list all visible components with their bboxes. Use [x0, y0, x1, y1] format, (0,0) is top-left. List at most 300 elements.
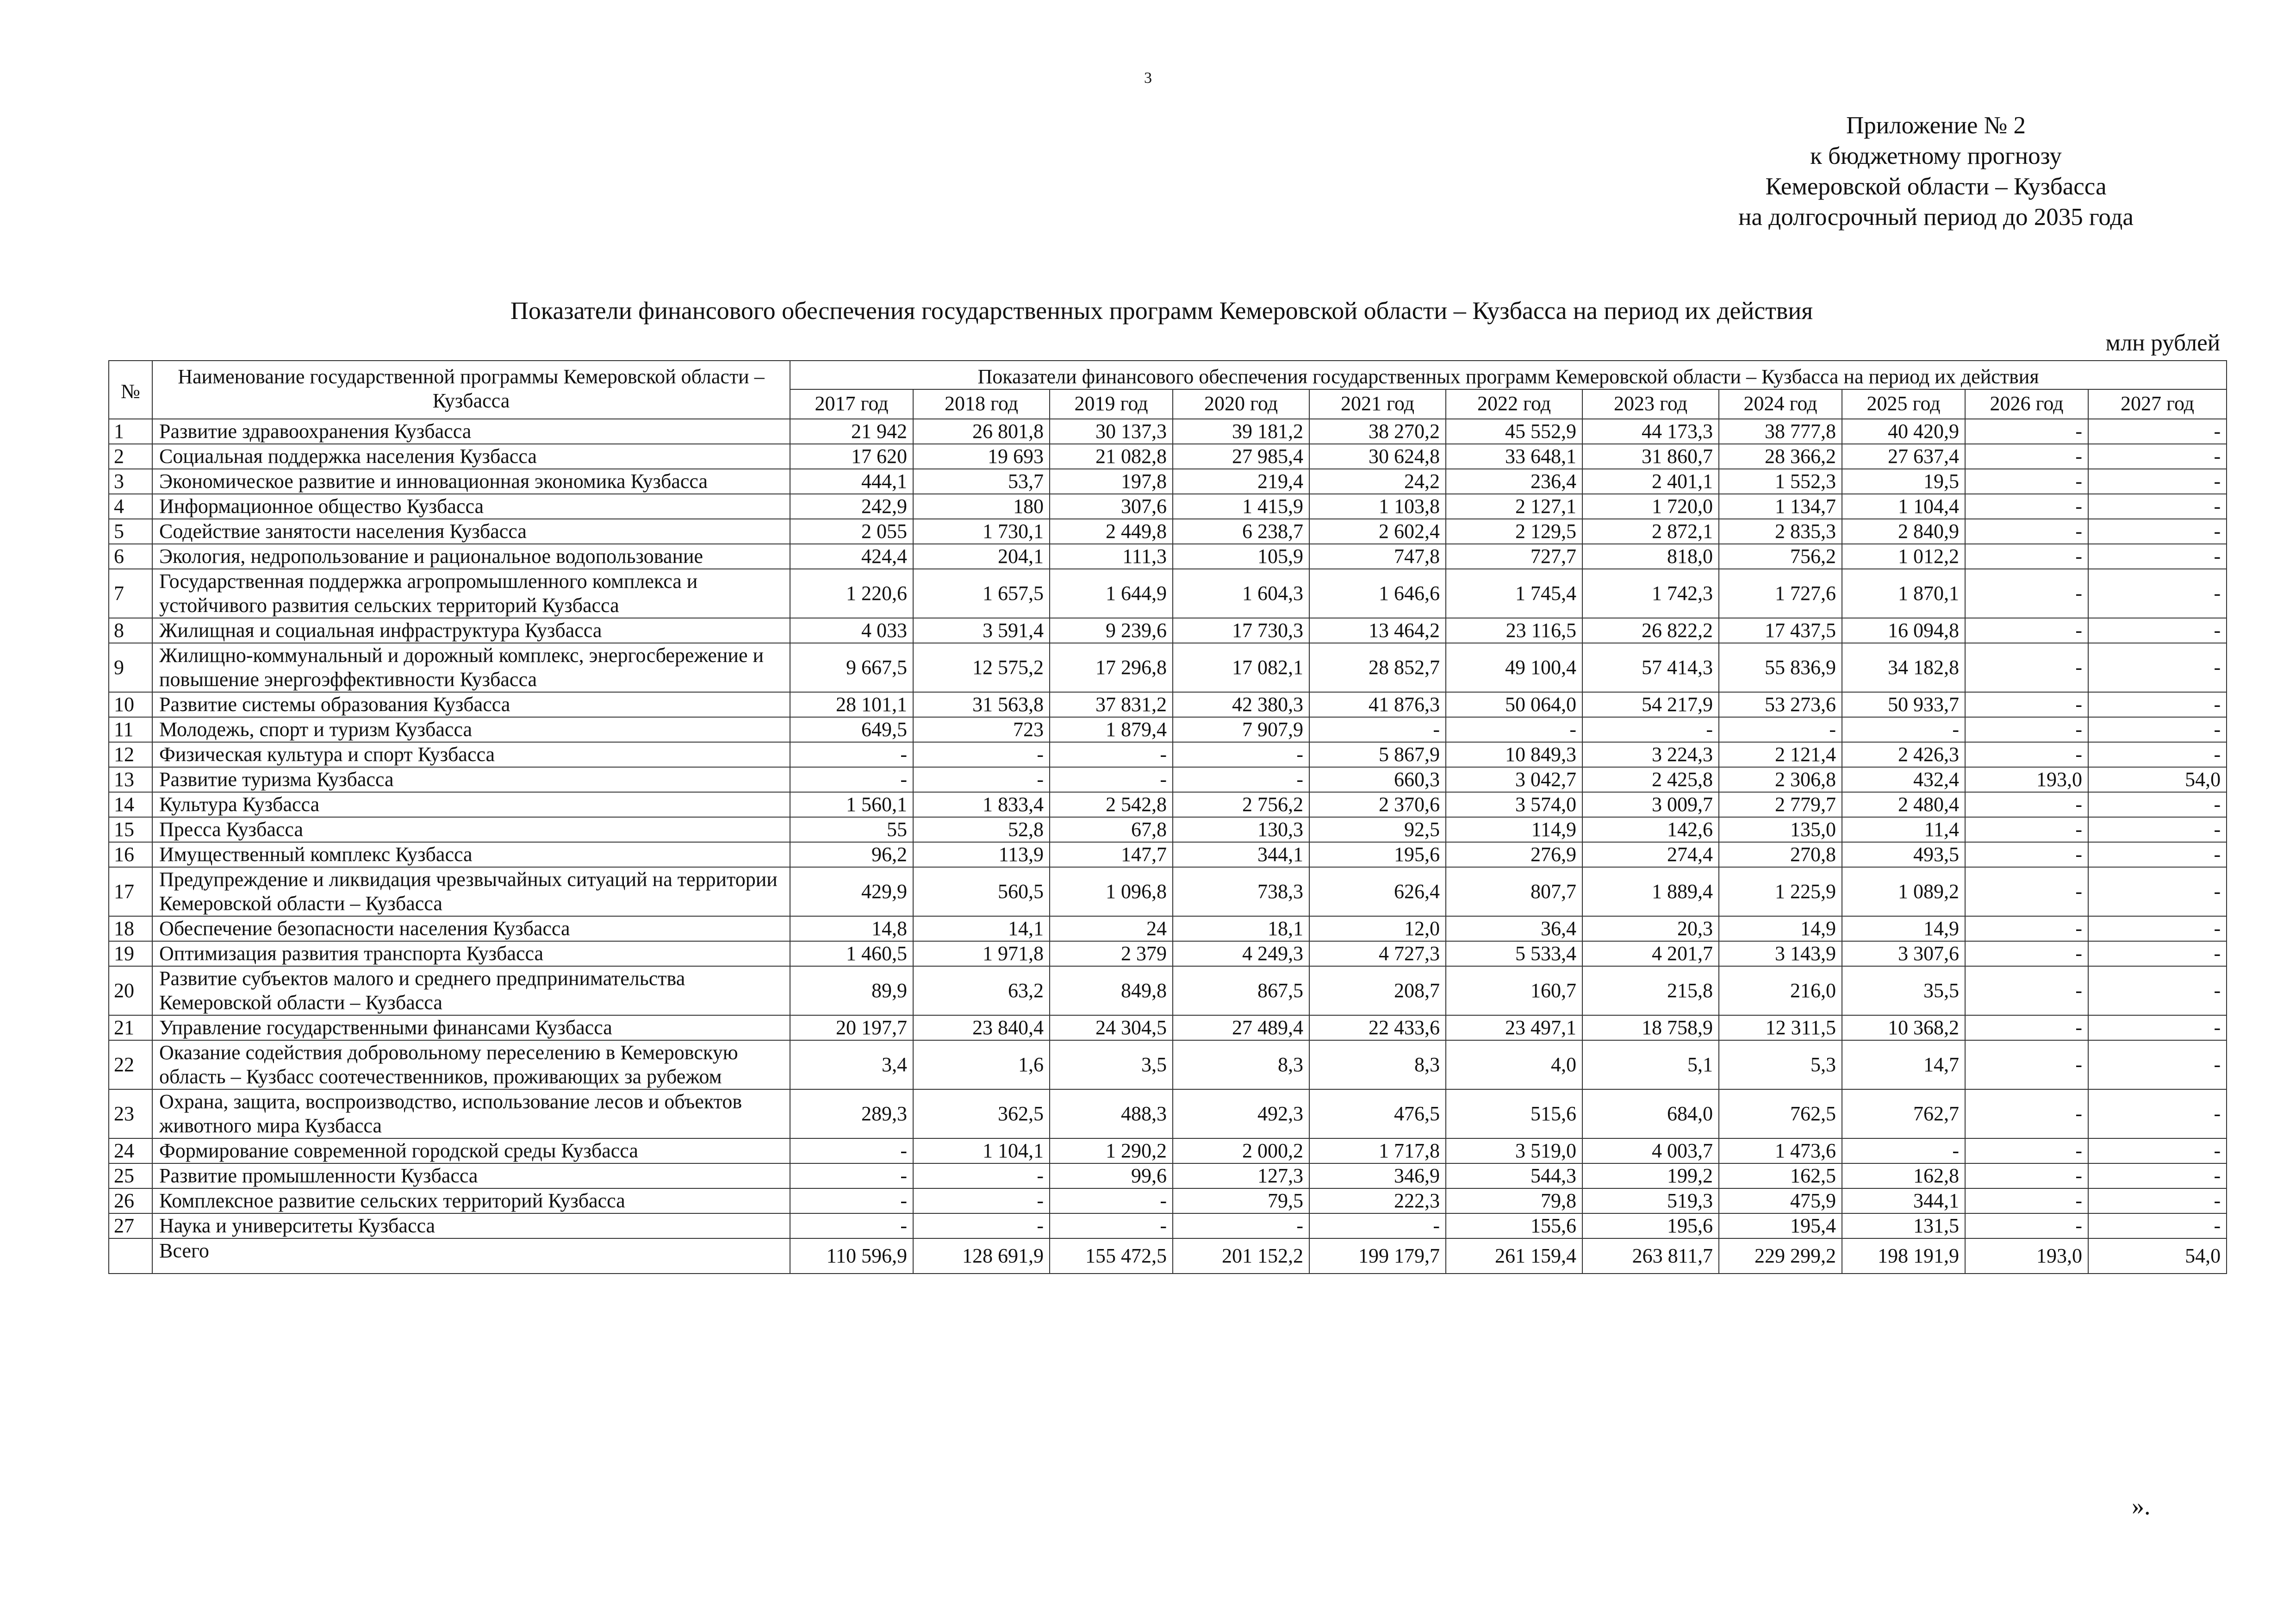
value-cell: 5 867,9: [1309, 742, 1446, 767]
program-name: Формирование современной городской среды Кузбасса: [152, 1138, 790, 1163]
value-cell: 660,3: [1309, 767, 1446, 792]
value-cell: 289,3: [790, 1089, 913, 1138]
value-cell: 50 064,0: [1446, 692, 1582, 717]
header-year: 2021 год: [1309, 389, 1446, 419]
value-cell: 1 096,8: [1050, 867, 1173, 916]
value-cell: -: [2088, 817, 2227, 842]
row-number: 18: [109, 916, 152, 941]
value-cell: 270,8: [1719, 842, 1842, 867]
program-name: Экология, недропользование и рациональное водопользование: [152, 544, 790, 569]
value-cell: -: [1309, 717, 1446, 742]
value-cell: 4 201,7: [1582, 941, 1719, 966]
table-row: [109, 916, 2227, 941]
table-header: [109, 361, 2227, 419]
value-cell: 135,0: [1719, 817, 1842, 842]
value-cell: 274,4: [1582, 842, 1719, 867]
value-cell: 13 464,2: [1309, 618, 1446, 643]
value-cell: -: [1965, 419, 2088, 444]
value-cell: 1 745,4: [1446, 569, 1582, 618]
program-name: Управление государственными финансами Кузбасса: [152, 1015, 790, 1040]
table-row: [109, 1163, 2227, 1188]
value-cell: -: [2088, 444, 2227, 469]
value-cell: 17 082,1: [1173, 643, 1309, 692]
value-cell: 1 460,5: [790, 941, 913, 966]
value-cell: -: [1965, 817, 2088, 842]
value-cell: 197,8: [1050, 469, 1173, 494]
header-year: 2023 год: [1582, 389, 1719, 419]
value-cell: 723: [913, 717, 1050, 742]
value-cell: 10 368,2: [1842, 1015, 1965, 1040]
value-cell: 30 624,8: [1309, 444, 1446, 469]
value-cell: 21 082,8: [1050, 444, 1173, 469]
value-cell: -: [1965, 1163, 2088, 1188]
program-name: Информационное общество Кузбасса: [152, 494, 790, 519]
total-value-cell: 198 191,9: [1842, 1238, 1965, 1274]
value-cell: 55 836,9: [1719, 643, 1842, 692]
value-cell: 1 657,5: [913, 569, 1050, 618]
value-cell: 53 273,6: [1719, 692, 1842, 717]
value-cell: -: [2088, 941, 2227, 966]
total-number-cell: [109, 1238, 152, 1274]
header-group: Показатели финансового обеспечения государственных программ Кемеровской области – Кузбасса на период их действия: [790, 361, 2227, 389]
value-cell: 2 306,8: [1719, 767, 1842, 792]
value-cell: 24,2: [1309, 469, 1446, 494]
value-cell: -: [1050, 767, 1173, 792]
value-cell: -: [1965, 618, 2088, 643]
value-cell: 444,1: [790, 469, 913, 494]
table-row: [109, 444, 2227, 469]
value-cell: -: [1173, 742, 1309, 767]
value-cell: 1 089,2: [1842, 867, 1965, 916]
value-cell: 8,3: [1309, 1040, 1446, 1089]
value-cell: -: [1965, 444, 2088, 469]
table-body: [109, 419, 2227, 1274]
value-cell: -: [1965, 941, 2088, 966]
value-cell: 216,0: [1719, 966, 1842, 1015]
value-cell: 41 876,3: [1309, 692, 1446, 717]
value-cell: 4,0: [1446, 1040, 1582, 1089]
program-name: Предупреждение и ликвидация чрезвычайных ситуаций на территории Кемеровской области – Кузбасса: [152, 867, 790, 916]
value-cell: 37 831,2: [1050, 692, 1173, 717]
value-cell: 2 129,5: [1446, 519, 1582, 544]
total-value-cell: 54,0: [2088, 1238, 2227, 1274]
units-label: млн рублей: [2105, 330, 2220, 356]
header-number: №: [109, 361, 152, 419]
row-number: 10: [109, 692, 152, 717]
value-cell: 3 574,0: [1446, 792, 1582, 817]
value-cell: 17 730,3: [1173, 618, 1309, 643]
value-cell: -: [2088, 1089, 2227, 1138]
value-cell: 1 104,4: [1842, 494, 1965, 519]
value-cell: 424,4: [790, 544, 913, 569]
total-value-cell: 155 472,5: [1050, 1238, 1173, 1274]
value-cell: -: [2088, 519, 2227, 544]
value-cell: -: [790, 1138, 913, 1163]
value-cell: 1 870,1: [1842, 569, 1965, 618]
table-row: [109, 643, 2227, 692]
program-name: Социальная поддержка населения Кузбасса: [152, 444, 790, 469]
value-cell: 19,5: [1842, 469, 1965, 494]
value-cell: -: [790, 1188, 913, 1213]
table-row: [109, 742, 2227, 767]
program-name: Комплексное развитие сельских территорий Кузбасса: [152, 1188, 790, 1213]
table-row: [109, 419, 2227, 444]
row-number: 19: [109, 941, 152, 966]
value-cell: 199,2: [1582, 1163, 1719, 1188]
value-cell: -: [1719, 717, 1842, 742]
table-row: [109, 941, 2227, 966]
value-cell: -: [2088, 1015, 2227, 1040]
value-cell: -: [2088, 544, 2227, 569]
value-cell: 92,5: [1309, 817, 1446, 842]
value-cell: 2 840,9: [1842, 519, 1965, 544]
value-cell: 19 693: [913, 444, 1050, 469]
total-value-cell: 199 179,7: [1309, 1238, 1446, 1274]
value-cell: 1 717,8: [1309, 1138, 1446, 1163]
value-cell: 429,9: [790, 867, 913, 916]
value-cell: -: [2088, 1213, 2227, 1238]
value-cell: -: [913, 1163, 1050, 1188]
value-cell: 2 779,7: [1719, 792, 1842, 817]
program-name: Жилищная и социальная инфраструктура Кузбасса: [152, 618, 790, 643]
value-cell: 5,1: [1582, 1040, 1719, 1089]
value-cell: 195,6: [1582, 1213, 1719, 1238]
row-number: 21: [109, 1015, 152, 1040]
value-cell: 2 121,4: [1719, 742, 1842, 767]
value-cell: 1 012,2: [1842, 544, 1965, 569]
value-cell: 31 563,8: [913, 692, 1050, 717]
value-cell: -: [2088, 469, 2227, 494]
value-cell: -: [790, 767, 913, 792]
header-year: 2027 год: [2088, 389, 2227, 419]
value-cell: -: [1050, 1213, 1173, 1238]
row-number: 1: [109, 419, 152, 444]
value-cell: -: [1965, 494, 2088, 519]
row-number: 14: [109, 792, 152, 817]
value-cell: 111,3: [1050, 544, 1173, 569]
program-name: Оказание содействия добровольному переселению в Кемеровскую область – Кузбасс соотечественников, проживающих за рубежом: [152, 1040, 790, 1089]
value-cell: 16 094,8: [1842, 618, 1965, 643]
value-cell: 1 727,6: [1719, 569, 1842, 618]
value-cell: -: [1965, 469, 2088, 494]
value-cell: 1 560,1: [790, 792, 913, 817]
total-value-cell: 110 596,9: [790, 1238, 913, 1274]
value-cell: 4 003,7: [1582, 1138, 1719, 1163]
row-number: 20: [109, 966, 152, 1015]
table-row: [109, 1040, 2227, 1089]
value-cell: -: [2088, 1138, 2227, 1163]
value-cell: 147,7: [1050, 842, 1173, 867]
value-cell: 346,9: [1309, 1163, 1446, 1188]
value-cell: 2 542,8: [1050, 792, 1173, 817]
value-cell: 27 637,4: [1842, 444, 1965, 469]
value-cell: 52,8: [913, 817, 1050, 842]
table-row: [109, 966, 2227, 1015]
table-row: [109, 867, 2227, 916]
value-cell: 27 489,4: [1173, 1015, 1309, 1040]
value-cell: 2 401,1: [1582, 469, 1719, 494]
value-cell: 362,5: [913, 1089, 1050, 1138]
value-cell: -: [1965, 1040, 2088, 1089]
value-cell: 3 307,6: [1842, 941, 1965, 966]
value-cell: 28 852,7: [1309, 643, 1446, 692]
table-row: [109, 1213, 2227, 1238]
value-cell: -: [1173, 767, 1309, 792]
value-cell: 2 426,3: [1842, 742, 1965, 767]
value-cell: 14,1: [913, 916, 1050, 941]
row-number: 3: [109, 469, 152, 494]
value-cell: -: [1965, 544, 2088, 569]
appendix-line: Приложение № 2: [1846, 112, 2026, 139]
value-cell: -: [1965, 1015, 2088, 1040]
value-cell: -: [913, 767, 1050, 792]
value-cell: 493,5: [1842, 842, 1965, 867]
table-row: [109, 569, 2227, 618]
value-cell: 747,8: [1309, 544, 1446, 569]
value-cell: 1 415,9: [1173, 494, 1309, 519]
value-cell: -: [2088, 842, 2227, 867]
total-value-cell: 201 152,2: [1173, 1238, 1309, 1274]
value-cell: 4 033: [790, 618, 913, 643]
value-cell: 23 840,4: [913, 1015, 1050, 1040]
value-cell: 39 181,2: [1173, 419, 1309, 444]
value-cell: 2 000,2: [1173, 1138, 1309, 1163]
row-number: 4: [109, 494, 152, 519]
value-cell: 4 249,3: [1173, 941, 1309, 966]
value-cell: 99,6: [1050, 1163, 1173, 1188]
value-cell: 756,2: [1719, 544, 1842, 569]
value-cell: -: [2088, 1163, 2227, 1188]
value-cell: 519,3: [1582, 1188, 1719, 1213]
value-cell: 18,1: [1173, 916, 1309, 941]
value-cell: 193,0: [1965, 767, 2088, 792]
value-cell: -: [1050, 1188, 1173, 1213]
program-name: Развитие здравоохранения Кузбасса: [152, 419, 790, 444]
value-cell: 18 758,9: [1582, 1015, 1719, 1040]
table-row: [109, 469, 2227, 494]
value-cell: 515,6: [1446, 1089, 1582, 1138]
value-cell: 3 009,7: [1582, 792, 1719, 817]
value-cell: 1 103,8: [1309, 494, 1446, 519]
value-cell: 649,5: [790, 717, 913, 742]
row-number: 11: [109, 717, 152, 742]
row-number: 25: [109, 1163, 152, 1188]
value-cell: 236,4: [1446, 469, 1582, 494]
total-value-cell: 229 299,2: [1719, 1238, 1842, 1274]
value-cell: 14,7: [1842, 1040, 1965, 1089]
value-cell: 17 437,5: [1719, 618, 1842, 643]
value-cell: 2 449,8: [1050, 519, 1173, 544]
value-cell: -: [1965, 792, 2088, 817]
header-year: 2024 год: [1719, 389, 1842, 419]
program-name: Оптимизация развития транспорта Кузбасса: [152, 941, 790, 966]
value-cell: 3 591,4: [913, 618, 1050, 643]
program-name: Охрана, защита, воспроизводство, использование лесов и объектов животного мира Кузбасса: [152, 1089, 790, 1138]
value-cell: 684,0: [1582, 1089, 1719, 1138]
value-cell: 49 100,4: [1446, 643, 1582, 692]
row-number: 24: [109, 1138, 152, 1163]
value-cell: -: [2088, 792, 2227, 817]
row-number: 22: [109, 1040, 152, 1089]
value-cell: -: [1446, 717, 1582, 742]
value-cell: 63,2: [913, 966, 1050, 1015]
program-name: Развитие туризма Кузбасса: [152, 767, 790, 792]
header-year: 2019 год: [1050, 389, 1173, 419]
program-name: Государственная поддержка агропромышленного комплекса и устойчивого развития сельских территорий Кузбасса: [152, 569, 790, 618]
value-cell: 1 833,4: [913, 792, 1050, 817]
table-row: [109, 494, 2227, 519]
value-cell: 53,7: [913, 469, 1050, 494]
appendix-note: [1681, 110, 2190, 232]
program-name: Пресса Кузбасса: [152, 817, 790, 842]
value-cell: 3,4: [790, 1040, 913, 1089]
value-cell: 1 473,6: [1719, 1138, 1842, 1163]
value-cell: -: [1965, 569, 2088, 618]
header-program-name: Наименование государственной программы Кемеровской области – Кузбасса: [152, 361, 790, 419]
appendix-line: Кемеровской области – Кузбасса: [1765, 173, 2107, 200]
value-cell: -: [1582, 717, 1719, 742]
value-cell: 9 239,6: [1050, 618, 1173, 643]
value-cell: 867,5: [1173, 966, 1309, 1015]
value-cell: 36,4: [1446, 916, 1582, 941]
value-cell: -: [1965, 867, 2088, 916]
value-cell: 3 224,3: [1582, 742, 1719, 767]
table-row: [109, 1138, 2227, 1163]
value-cell: 54,0: [2088, 767, 2227, 792]
value-cell: -: [2088, 867, 2227, 916]
value-cell: -: [1965, 1138, 2088, 1163]
value-cell: 22 433,6: [1309, 1015, 1446, 1040]
value-cell: 1 730,1: [913, 519, 1050, 544]
value-cell: 818,0: [1582, 544, 1719, 569]
row-number: 17: [109, 867, 152, 916]
value-cell: -: [1965, 692, 2088, 717]
value-cell: 24 304,5: [1050, 1015, 1173, 1040]
value-cell: 738,3: [1173, 867, 1309, 916]
value-cell: 96,2: [790, 842, 913, 867]
value-cell: -: [1965, 643, 2088, 692]
table-row: [109, 519, 2227, 544]
value-cell: 476,5: [1309, 1089, 1446, 1138]
value-cell: 1 552,3: [1719, 469, 1842, 494]
row-number: 6: [109, 544, 152, 569]
value-cell: 30 137,3: [1050, 419, 1173, 444]
program-name: Развитие промышленности Кузбасса: [152, 1163, 790, 1188]
value-cell: 20,3: [1582, 916, 1719, 941]
program-name: Молодежь, спорт и туризм Кузбасса: [152, 717, 790, 742]
value-cell: 26 822,2: [1582, 618, 1719, 643]
value-cell: 2 127,1: [1446, 494, 1582, 519]
table-row: [109, 1188, 2227, 1213]
value-cell: 67,8: [1050, 817, 1173, 842]
value-cell: 162,5: [1719, 1163, 1842, 1188]
value-cell: 57 414,3: [1582, 643, 1719, 692]
program-name: Жилищно-коммунальный и дорожный комплекс, энергосбережение и повышение энергоэффективности Кузбасса: [152, 643, 790, 692]
value-cell: 27 985,4: [1173, 444, 1309, 469]
value-cell: 21 942: [790, 419, 913, 444]
value-cell: 12 311,5: [1719, 1015, 1842, 1040]
value-cell: 160,7: [1446, 966, 1582, 1015]
value-cell: 219,4: [1173, 469, 1309, 494]
value-cell: 3 042,7: [1446, 767, 1582, 792]
value-cell: 195,4: [1719, 1213, 1842, 1238]
header-year: 2022 год: [1446, 389, 1582, 419]
total-label: Всего: [152, 1238, 790, 1274]
value-cell: 20 197,7: [790, 1015, 913, 1040]
row-number: 13: [109, 767, 152, 792]
value-cell: 3,5: [1050, 1040, 1173, 1089]
appendix-line: на долгосрочный период до 2035 года: [1738, 204, 2134, 231]
total-value-cell: 261 159,4: [1446, 1238, 1582, 1274]
value-cell: -: [2088, 419, 2227, 444]
value-cell: 195,6: [1309, 842, 1446, 867]
row-number: 15: [109, 817, 152, 842]
row-number: 5: [109, 519, 152, 544]
value-cell: 23 116,5: [1446, 618, 1582, 643]
value-cell: 242,9: [790, 494, 913, 519]
value-cell: 5 533,4: [1446, 941, 1582, 966]
value-cell: 1 644,9: [1050, 569, 1173, 618]
value-cell: 215,8: [1582, 966, 1719, 1015]
value-cell: -: [1965, 842, 2088, 867]
value-cell: 142,6: [1582, 817, 1719, 842]
row-number: 2: [109, 444, 152, 469]
value-cell: 130,3: [1173, 817, 1309, 842]
value-cell: 38 777,8: [1719, 419, 1842, 444]
value-cell: 1 604,3: [1173, 569, 1309, 618]
value-cell: 162,8: [1842, 1163, 1965, 1188]
value-cell: 114,9: [1446, 817, 1582, 842]
value-cell: 42 380,3: [1173, 692, 1309, 717]
program-name: Культура Кузбасса: [152, 792, 790, 817]
total-value-cell: 193,0: [1965, 1238, 2088, 1274]
value-cell: 31 860,7: [1582, 444, 1719, 469]
value-cell: 208,7: [1309, 966, 1446, 1015]
row-number: 8: [109, 618, 152, 643]
value-cell: 3 519,0: [1446, 1138, 1582, 1163]
program-name: Развитие системы образования Кузбасса: [152, 692, 790, 717]
document-title: Показатели финансового обеспечения государственных программ Кемеровской области – Кузбасса на период их действия: [510, 297, 1813, 325]
value-cell: 1 646,6: [1309, 569, 1446, 618]
value-cell: 807,7: [1446, 867, 1582, 916]
value-cell: -: [2088, 717, 2227, 742]
program-name: Физическая культура и спорт Кузбасса: [152, 742, 790, 767]
value-cell: 762,5: [1719, 1089, 1842, 1138]
value-cell: 2 370,6: [1309, 792, 1446, 817]
value-cell: -: [1965, 916, 2088, 941]
header-year: 2026 год: [1965, 389, 2088, 419]
total-value-cell: 263 811,7: [1582, 1238, 1719, 1274]
value-cell: 79,5: [1173, 1188, 1309, 1213]
table-row: [109, 817, 2227, 842]
value-cell: -: [1050, 742, 1173, 767]
value-cell: 28 101,1: [790, 692, 913, 717]
value-cell: -: [2088, 966, 2227, 1015]
header-year: 2017 год: [790, 389, 913, 419]
value-cell: 17 296,8: [1050, 643, 1173, 692]
row-number: 16: [109, 842, 152, 867]
value-cell: 14,8: [790, 916, 913, 941]
row-number: 9: [109, 643, 152, 692]
value-cell: 432,4: [1842, 767, 1965, 792]
value-cell: 2 055: [790, 519, 913, 544]
value-cell: 33 648,1: [1446, 444, 1582, 469]
value-cell: 105,9: [1173, 544, 1309, 569]
table-row: [109, 618, 2227, 643]
program-name: Содействие занятости населения Кузбасса: [152, 519, 790, 544]
value-cell: 50 933,7: [1842, 692, 1965, 717]
value-cell: 11,4: [1842, 817, 1965, 842]
